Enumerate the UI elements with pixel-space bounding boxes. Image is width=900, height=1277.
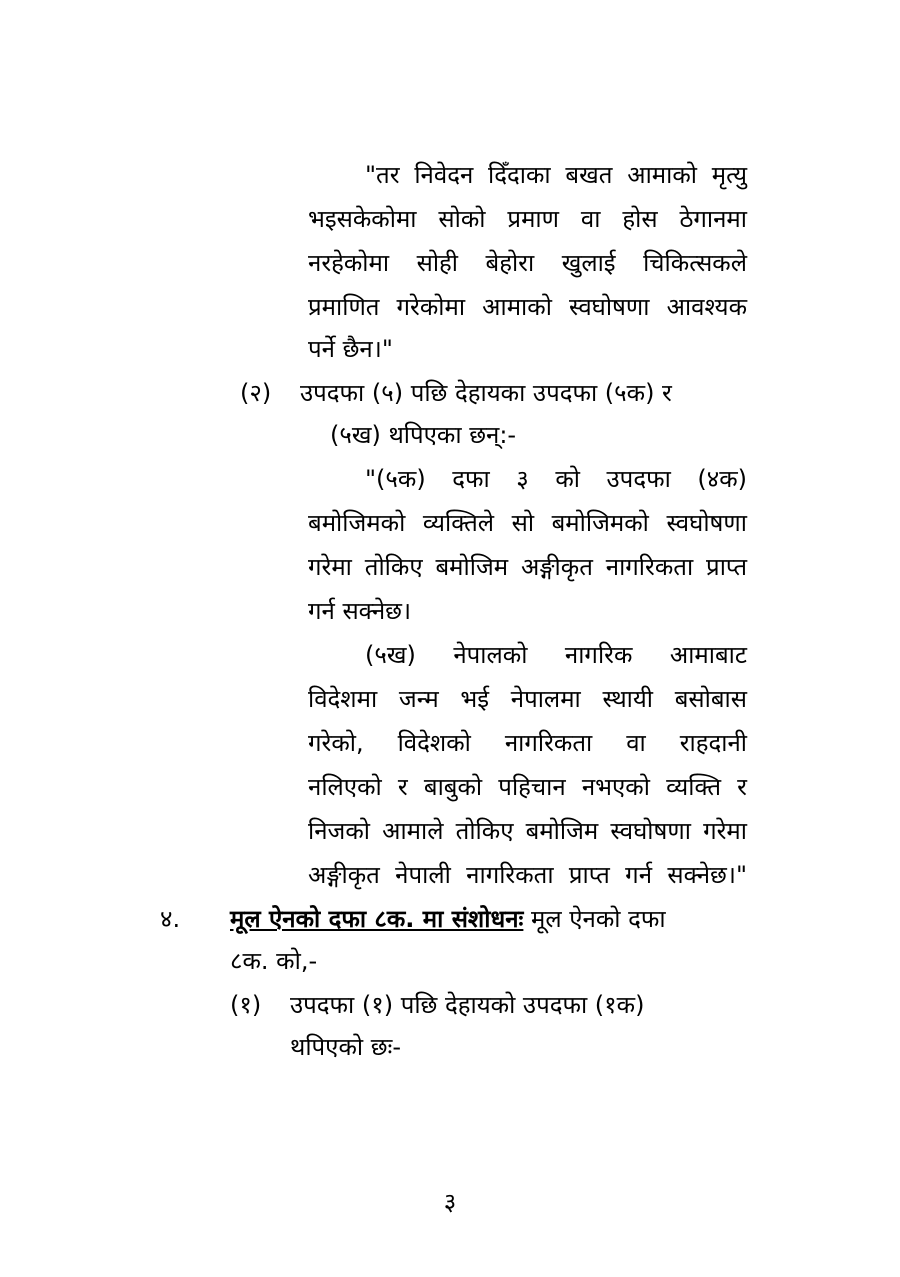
block2-line-1: "(५क) दफा ३ को उपदफा (४क) bbox=[365, 465, 747, 493]
block3-line-4: नलिएको र बाबुको पहिचान नभएको व्यक्ति र bbox=[308, 773, 747, 801]
clause2-line-1: उपदफा (५) पछि देहायका उपदफा (५क) र bbox=[300, 379, 672, 407]
clause1-line-2: थपिएको छः- bbox=[290, 1033, 402, 1061]
block2-line-3: गरेमा तोकिए बमोजिम अङ्गीकृत नागरिकता प्राप्त bbox=[308, 553, 747, 581]
section4-line-2: ८क. को,- bbox=[230, 947, 318, 975]
block3-line-1: (५ख) नेपालको नागरिक आमाबाट bbox=[365, 641, 747, 669]
block2-line-2: बमोजिमको व्यक्तिले सो बमोजिमको स्वघोषणा bbox=[308, 509, 747, 537]
section4-heading: मूल ऐनको दफा ८क. मा संशोधनः bbox=[230, 905, 524, 933]
block1-line-3: नरहेकोमा सोही बेहोरा खुलाई चिकित्सकले bbox=[308, 249, 747, 277]
block1-line-2: भइसकेकोमा सोको प्रमाण वा होस ठेगानमा bbox=[308, 205, 747, 233]
block1-line-5: पर्ने छैन।" bbox=[308, 335, 393, 363]
section4-line-1-rest: मूल ऐनको दफा bbox=[531, 905, 666, 933]
clause2-line-2: (५ख) थपिएका छन्:- bbox=[330, 421, 517, 449]
section4-number: ४. bbox=[160, 905, 181, 933]
clause2-number: (२) bbox=[240, 379, 272, 407]
block1-line-1: "तर निवेदन दिँदाका बखत आमाको मृत्यु bbox=[365, 161, 747, 189]
clause1-line-1: उपदफा (१) पछि देहायको उपदफा (१क) bbox=[290, 991, 645, 1019]
page-number: ३ bbox=[443, 1188, 457, 1216]
block1-line-4: प्रमाणित गरेकोमा आमाको स्वघोषणा आवश्यक bbox=[308, 293, 747, 321]
block3-line-6: अङ्गीकृत नेपाली नागरिकता प्राप्त गर्न सक्नेछ।" bbox=[308, 861, 747, 889]
block3-line-3: गरेको, विदेशको नागरिकता वा राहदानी bbox=[308, 729, 747, 757]
block2-line-4: गर्न सक्नेछ। bbox=[308, 597, 412, 625]
block3-line-5: निजको आमाले तोकिए बमोजिम स्वघोषणा गरेमा bbox=[308, 817, 747, 845]
block3-line-2: विदेशमा जन्म भई नेपालमा स्थायी बसोबास bbox=[308, 685, 747, 713]
clause1-number: (१) bbox=[230, 991, 262, 1019]
section4-line-1 bbox=[230, 896, 666, 942]
